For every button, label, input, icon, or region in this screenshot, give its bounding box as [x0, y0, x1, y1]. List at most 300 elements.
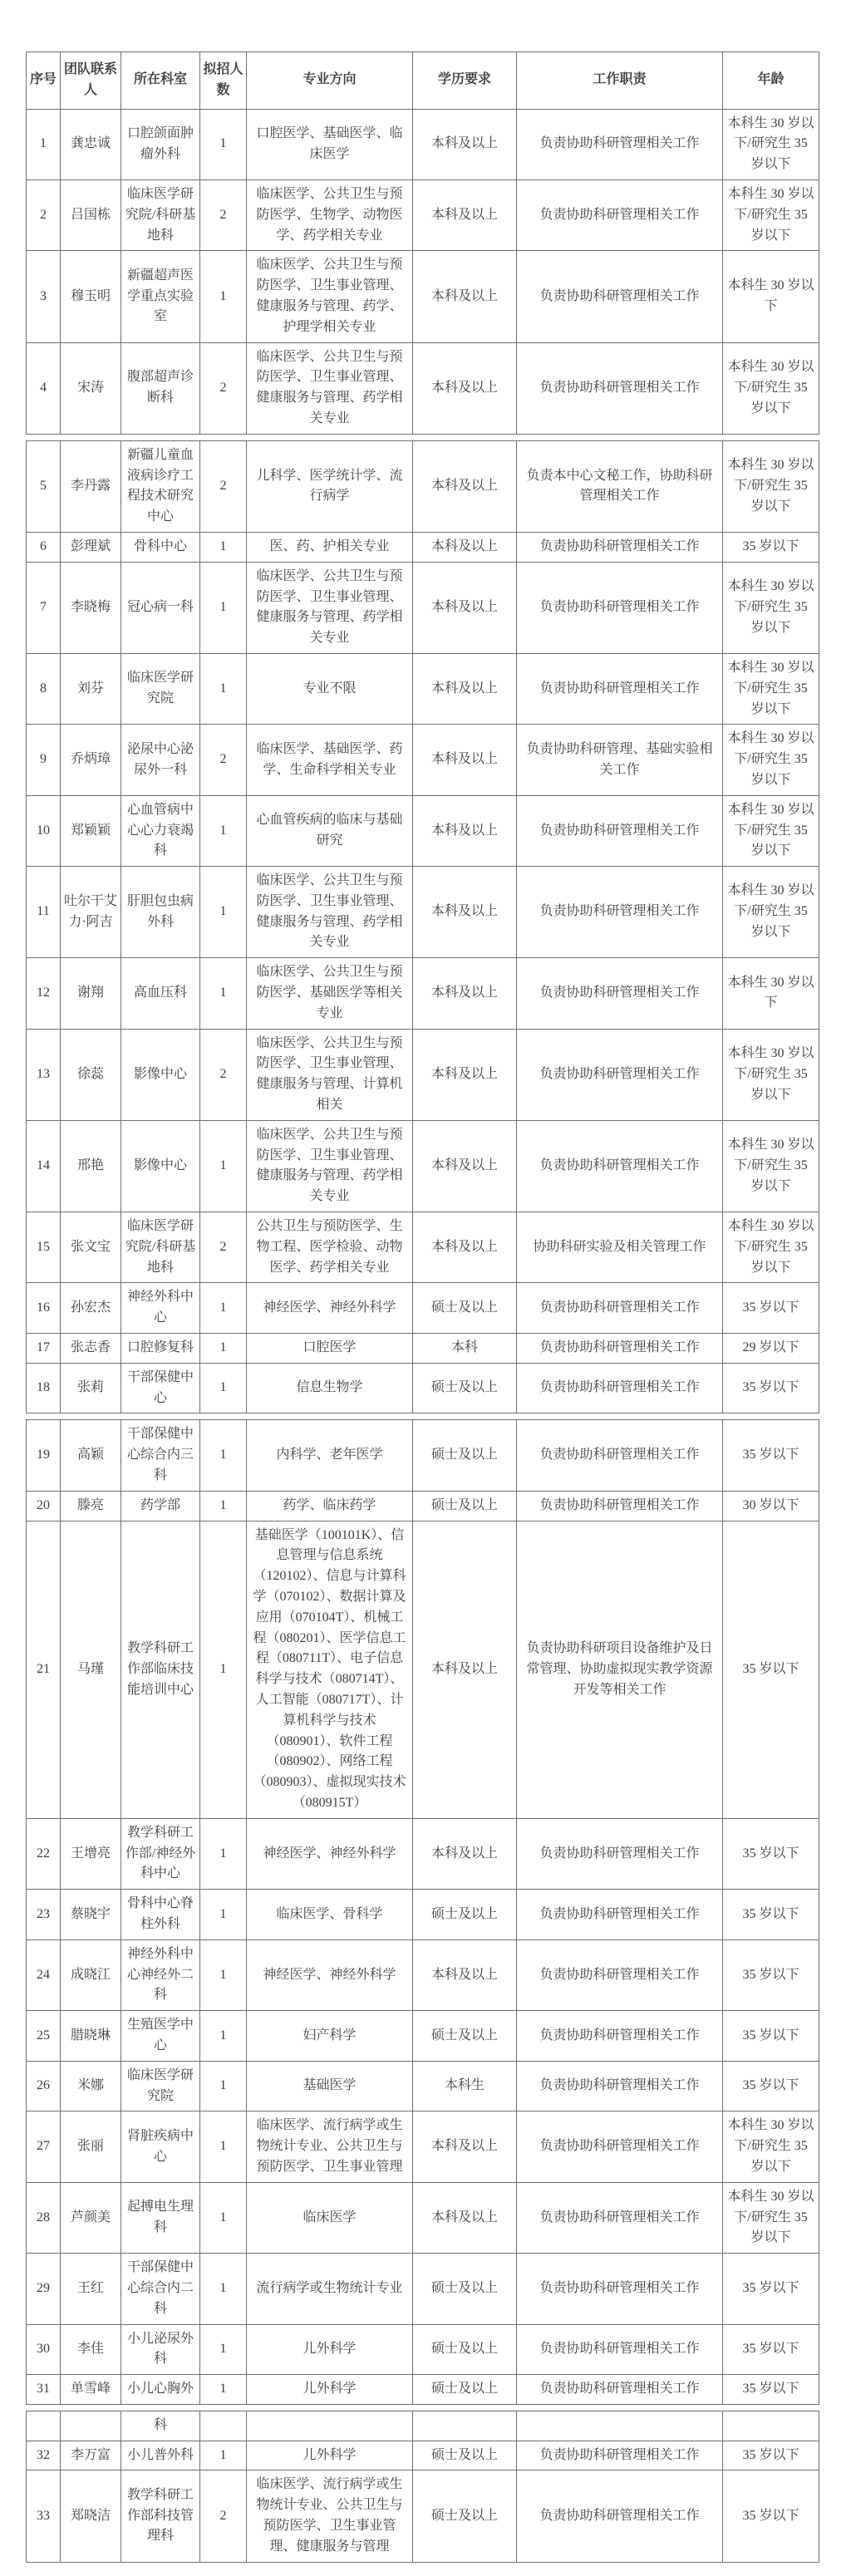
cell-count: 1 — [200, 109, 247, 179]
table-row-11 — [27, 867, 819, 958]
cell-no: 22 — [27, 1818, 61, 1889]
cell-no: 4 — [27, 342, 61, 434]
cell-duty: 负责协助科研管理相关工作 — [517, 2441, 723, 2470]
cell-degree: 硕士及以上 — [413, 2375, 517, 2405]
cell-duty: 负责协助科研管理相关工作 — [517, 1818, 723, 1889]
cell-duty: 负责协助科研管理相关工作 — [517, 2182, 723, 2253]
cell-dept: 肝胆包虫病外科 — [121, 867, 200, 958]
cell-major: 儿外科学 — [247, 2441, 413, 2470]
cell-contact: 邢艳 — [61, 1120, 121, 1212]
cell-no: 6 — [27, 532, 61, 562]
table-row-22 — [27, 1818, 819, 1889]
cell-duty: 负责协助科研管理相关工作 — [517, 1363, 723, 1413]
table-row-17 — [27, 1334, 819, 1364]
cell-dept: 生殖医学中心 — [121, 2011, 200, 2062]
cell-contact: 李晓梅 — [61, 562, 121, 653]
cell-contact: 王红 — [61, 2254, 121, 2324]
table-row-16 — [27, 1283, 819, 1334]
cell-major: 基础医学 — [247, 2061, 413, 2111]
cell-contact: 李丹露 — [61, 440, 121, 532]
cell-major: 临床医学、流行病学或生物统计专业、公共卫生与预防医学、卫生事业管理、健康服务与管理 — [247, 2470, 413, 2562]
table-row-18 — [27, 1363, 819, 1413]
cell-count: 1 — [200, 562, 247, 653]
cell-dept: 口腔修复科 — [121, 1334, 200, 1364]
cell-no: 28 — [27, 2182, 61, 2253]
cell-degree: 本科及以上 — [413, 1120, 517, 1212]
cell-major: 临床医学、基础医学、药学、生命科学相关专业 — [247, 725, 413, 795]
cell-contact: 腊晓琳 — [61, 2011, 121, 2062]
cell-degree: 硕士及以上 — [413, 2470, 517, 2562]
cell-degree: 硕士及以上 — [413, 1491, 517, 1521]
cell-no: 19 — [27, 1420, 61, 1491]
cell-contact: 龚忠诚 — [61, 109, 121, 179]
cell-contact: 芦颜美 — [61, 2182, 121, 2253]
cell-degree: 本科及以上 — [413, 251, 517, 342]
cell-dept: 冠心病一科 — [121, 562, 200, 653]
table-row-24 — [27, 1939, 819, 2010]
cell-no: 15 — [27, 1212, 61, 1283]
cell-count: 1 — [200, 1818, 247, 1889]
cell-major: 临床医学、公共卫生与预防医学、基础医学等相关专业 — [247, 958, 413, 1029]
table-row-27 — [27, 2111, 819, 2182]
cell-age: 35 岁以下 — [723, 2441, 819, 2470]
cell-contact: 彭理斌 — [61, 532, 121, 562]
cell-degree: 硕士及以上 — [413, 2254, 517, 2324]
cell-duty: 负责协助科研管理相关工作 — [517, 1029, 723, 1120]
cell-age: 35 岁以下 — [723, 532, 819, 562]
cell-dept: 药学部 — [121, 1491, 200, 1521]
cell-duty: 负责协助科研管理相关工作 — [517, 795, 723, 866]
table-row-20 — [27, 1491, 819, 1521]
cell-duty: 负责协助科研管理相关工作 — [517, 2061, 723, 2111]
cell-duty: 负责协助科研管理相关工作 — [517, 958, 723, 1029]
column-header-contact: 团队联系人 — [61, 52, 121, 110]
cell-dept: 心血管病中心心力衰竭科 — [121, 795, 200, 866]
cell-no: 3 — [27, 251, 61, 342]
cell-duty: 负责协助科研管理相关工作 — [517, 1890, 723, 1940]
recruitment-table-pages — [26, 52, 851, 2563]
cell-count: 1 — [200, 867, 247, 958]
cell-contact: 高颖 — [61, 1420, 121, 1491]
cell-major: 专业不限 — [247, 653, 413, 724]
cell-count: 1 — [200, 1521, 247, 1818]
cell-no: 16 — [27, 1283, 61, 1334]
cell-duty: 协助科研实验及相关管理工作 — [517, 1212, 723, 1283]
cell-degree: 硕士及以上 — [413, 1363, 517, 1413]
cell-major: 基础医学（100101K）、信息管理与信息系统（120102）、信息与计算科学（070102）、数据计算及应用（070104T）、机械工程（080201）、医学信息工程（080711T）、电子信息科学与技术（080714T）、人工智能（080717T）、计算机科学与技术（080901）、软件工程（080902）、网络工程（080903）、虚拟现实技术（080915T） — [247, 1521, 413, 1818]
cell-dept: 科 — [121, 2411, 200, 2441]
cell-no: 5 — [27, 440, 61, 532]
cell-age: 本科生 30 岁以下/研究生 35 岁以下 — [723, 440, 819, 532]
cell-no: 17 — [27, 1334, 61, 1364]
cell-duty: 负责协助科研项目设备维护及日常管理、协助虚拟现实教学资源开发等相关工作 — [517, 1521, 723, 1818]
cell-degree: 本科及以上 — [413, 1939, 517, 2010]
cell-count: 1 — [200, 1420, 247, 1491]
cell-age: 本科生 30 岁以下/研究生 35 岁以下 — [723, 562, 819, 653]
cell-contact: 李佳 — [61, 2324, 121, 2375]
cell-dept: 影像中心 — [121, 1029, 200, 1120]
cell-duty: 负责协助科研管理相关工作 — [517, 1283, 723, 1334]
cell-duty: 负责协助科研管理相关工作 — [517, 2011, 723, 2062]
cell-age: 本科生 30 岁以下/研究生 35 岁以下 — [723, 1212, 819, 1283]
page-break-gap — [26, 2405, 851, 2411]
cell-dept: 高血压科 — [121, 958, 200, 1029]
cell-major: 临床医学 — [247, 2182, 413, 2253]
cell-count: 1 — [200, 2061, 247, 2111]
cell-age: 35 岁以下 — [723, 1939, 819, 2010]
cell-dept: 干部保健中心综合内二科 — [121, 2254, 200, 2324]
cell-count: 1 — [200, 958, 247, 1029]
cell-duty: 负责协助科研管理相关工作 — [517, 532, 723, 562]
cell-count: 2 — [200, 1212, 247, 1283]
cell-degree: 本科及以上 — [413, 1212, 517, 1283]
cell-dept: 临床医学研究院/科研基地科 — [121, 1212, 200, 1283]
cell-duty: 负责协助科研管理相关工作 — [517, 1491, 723, 1521]
cell-duty: 负责协助科研管理相关工作 — [517, 109, 723, 179]
table-row-33 — [27, 2470, 819, 2562]
cell-dept: 影像中心 — [121, 1120, 200, 1212]
cell-contact: 马瑾 — [61, 1521, 121, 1818]
cell-duty: 负责本中心文秘工作，协助科研管理相关工作 — [517, 440, 723, 532]
cell-no: 23 — [27, 1890, 61, 1940]
cell-duty: 负责协助科研管理、基础实验相关工作 — [517, 725, 723, 795]
cell-age: 35 岁以下 — [723, 1890, 819, 1940]
table-row-30 — [27, 2324, 819, 2375]
cell-major — [247, 2411, 413, 2441]
table-row-4 — [27, 342, 819, 434]
cell-degree — [413, 2411, 517, 2441]
cell-dept: 起搏电生理科 — [121, 2182, 200, 2253]
cell-major: 心血管疾病的临床与基础研究 — [247, 795, 413, 866]
cell-age: 35 岁以下 — [723, 2324, 819, 2375]
cell-count: 1 — [200, 1283, 247, 1334]
cell-no: 7 — [27, 562, 61, 653]
header-row — [27, 52, 819, 110]
table-row-31 — [27, 2375, 819, 2405]
cell-major: 公共卫生与预防医学、生物工程、医学检验、动物医学、药学相关专业 — [247, 1212, 413, 1283]
cell-dept: 神经外科中心神经外二科 — [121, 1939, 200, 2010]
cell-contact: 蔡晓宇 — [61, 1890, 121, 1940]
cell-count: 1 — [200, 2441, 247, 2470]
cell-count: 2 — [200, 1029, 247, 1120]
cell-degree: 本科及以上 — [413, 867, 517, 958]
cell-count: 1 — [200, 2111, 247, 2182]
cell-major: 临床医学、公共卫生与预防医学、卫生事业管理、健康服务与管理、药学相关专业 — [247, 867, 413, 958]
cell-age: 本科生 30 岁以下/研究生 35 岁以下 — [723, 109, 819, 179]
cell-no: 26 — [27, 2061, 61, 2111]
cell-age: 本科生 30 岁以下/研究生 35 岁以下 — [723, 795, 819, 866]
cell-degree: 本科及以上 — [413, 1029, 517, 1120]
table-row-19 — [27, 1420, 819, 1491]
column-header-degree: 学历要求 — [413, 52, 517, 110]
cell-duty — [517, 2411, 723, 2441]
table-row-10 — [27, 795, 819, 866]
cell-age: 本科生 30 岁以下/研究生 35 岁以下 — [723, 1120, 819, 1212]
column-header-duty: 工作职责 — [517, 52, 723, 110]
cell-contact: 米娜 — [61, 2061, 121, 2111]
cell-age: 35 岁以下 — [723, 1363, 819, 1413]
cell-degree: 本科及以上 — [413, 562, 517, 653]
table-row-7 — [27, 562, 819, 653]
cell-no: 11 — [27, 867, 61, 958]
cell-degree: 本科及以上 — [413, 958, 517, 1029]
cell-degree: 本科及以上 — [413, 109, 517, 179]
cell-dept: 口腔颌面肿瘤外科 — [121, 109, 200, 179]
cell-contact: 宋涛 — [61, 342, 121, 434]
cell-dept: 小儿泌尿外科 — [121, 2324, 200, 2375]
cell-contact: 谢翔 — [61, 958, 121, 1029]
table-row-3 — [27, 251, 819, 342]
table-row-29 — [27, 2254, 819, 2324]
cell-contact: 张莉 — [61, 1363, 121, 1413]
cell-duty: 负责协助科研管理相关工作 — [517, 1120, 723, 1212]
table-row-5 — [27, 440, 819, 532]
cell-major: 神经医学、神经外科学 — [247, 1939, 413, 2010]
cell-duty: 负责协助科研管理相关工作 — [517, 653, 723, 724]
cell-no: 12 — [27, 958, 61, 1029]
cell-major: 临床医学、骨科学 — [247, 1890, 413, 1940]
cell-no: 2 — [27, 179, 61, 250]
cell-no: 32 — [27, 2441, 61, 2470]
cell-duty: 负责协助科研管理相关工作 — [517, 2375, 723, 2405]
cell-age: 35 岁以下 — [723, 1521, 819, 1818]
cell-age: 本科生 30 岁以下/研究生 35 岁以下 — [723, 1029, 819, 1120]
cell-degree: 本科及以上 — [413, 342, 517, 434]
cell-age: 本科生 30 岁以下/研究生 35 岁以下 — [723, 867, 819, 958]
cell-count: 2 — [200, 179, 247, 250]
cell-age: 本科生 30 岁以下/研究生 35 岁以下 — [723, 179, 819, 250]
column-header-no: 序号 — [27, 52, 61, 110]
cell-dept: 肾脏疾病中心 — [121, 2111, 200, 2182]
cell-dept: 干部保健中心综合内三科 — [121, 1420, 200, 1491]
cell-major: 临床医学、公共卫生与预防医学、卫生事业管理、健康服务与管理、药学相关专业 — [247, 1120, 413, 1212]
table-row-8 — [27, 653, 819, 724]
cell-no: 8 — [27, 653, 61, 724]
cell-no: 20 — [27, 1491, 61, 1521]
cell-age: 35 岁以下 — [723, 2011, 819, 2062]
cell-count: 2 — [200, 440, 247, 532]
cell-degree: 本科及以上 — [413, 1521, 517, 1818]
recruitment-table-page-1 — [26, 52, 819, 435]
cell-contact: 刘芬 — [61, 653, 121, 724]
cell-dept: 临床医学研究院 — [121, 2061, 200, 2111]
cell-contact: 李万富 — [61, 2441, 121, 2470]
cell-contact: 吐尔干艾力·阿吉 — [61, 867, 121, 958]
cell-major: 流行病学或生物统计专业 — [247, 2254, 413, 2324]
cell-major: 药学、临床药学 — [247, 1491, 413, 1521]
cell-degree: 本科及以上 — [413, 532, 517, 562]
cell-degree: 硕士及以上 — [413, 1283, 517, 1334]
cell-age: 本科生 30 岁以下/研究生 35 岁以下 — [723, 2182, 819, 2253]
cell-contact: 吕国栋 — [61, 179, 121, 250]
table-row-23 — [27, 1890, 819, 1940]
cell-dept: 教学科研工作部科技管理科 — [121, 2470, 200, 2562]
cell-degree: 硕士及以上 — [413, 2441, 517, 2470]
cell-count: 1 — [200, 1939, 247, 2010]
cell-dept: 新疆儿童血液病诊疗工程技术研究中心 — [121, 440, 200, 532]
cell-contact: 张文宝 — [61, 1212, 121, 1283]
cell-contact: 郑颖颖 — [61, 795, 121, 866]
cell-count: 1 — [200, 2324, 247, 2375]
cell-count: 1 — [200, 2375, 247, 2405]
cell-duty: 负责协助科研管理相关工作 — [517, 251, 723, 342]
cell-dept: 临床医学研究院 — [121, 653, 200, 724]
cell-major: 儿科学、医学统计学、流行病学 — [247, 440, 413, 532]
cell-duty: 负责协助科研管理相关工作 — [517, 2254, 723, 2324]
cell-age: 35 岁以下 — [723, 1283, 819, 1334]
cell-contact: 单雪峰 — [61, 2375, 121, 2405]
cell-count — [200, 2411, 247, 2441]
cell-count: 1 — [200, 1334, 247, 1364]
cell-major: 临床医学、公共卫生与预防医学、卫生事业管理、健康服务与管理、药学相关专业 — [247, 562, 413, 653]
cell-contact: 成晓江 — [61, 1939, 121, 2010]
cell-major: 儿外科学 — [247, 2324, 413, 2375]
cell-duty: 负责协助科研管理相关工作 — [517, 2470, 723, 2562]
cell-major: 口腔医学 — [247, 1334, 413, 1364]
cell-degree: 本科及以上 — [413, 2111, 517, 2182]
cell-major: 临床医学、公共卫生与预防医学、卫生事业管理、健康服务与管理、计算机相关 — [247, 1029, 413, 1120]
cell-duty: 负责协助科研管理相关工作 — [517, 2324, 723, 2375]
cell-no: 29 — [27, 2254, 61, 2324]
cell-duty: 负责协助科研管理相关工作 — [517, 1939, 723, 2010]
cell-contact: 王增亮 — [61, 1818, 121, 1889]
cell-count: 2 — [200, 725, 247, 795]
cell-count: 2 — [200, 2470, 247, 2562]
cell-duty: 负责协助科研管理相关工作 — [517, 1420, 723, 1491]
table-row-26 — [27, 2061, 819, 2111]
cell-dept: 神经外科中心 — [121, 1283, 200, 1334]
cell-degree: 本科 — [413, 1334, 517, 1364]
cell-no: 30 — [27, 2324, 61, 2375]
cell-dept: 腹部超声诊断科 — [121, 342, 200, 434]
cell-major: 信息生物学 — [247, 1363, 413, 1413]
cell-contact: 张志香 — [61, 1334, 121, 1364]
cell-degree: 本科及以上 — [413, 179, 517, 250]
table-row-21 — [27, 1521, 819, 1818]
cell-duty: 负责协助科研管理相关工作 — [517, 342, 723, 434]
cell-duty: 负责协助科研管理相关工作 — [517, 179, 723, 250]
cell-duty: 负责协助科研管理相关工作 — [517, 867, 723, 958]
table-row-14 — [27, 1120, 819, 1212]
table-row-continuation — [27, 2411, 819, 2441]
table-row-1 — [27, 109, 819, 179]
cell-count: 1 — [200, 532, 247, 562]
recruitment-table-page-4 — [26, 2411, 819, 2563]
cell-age: 本科生 30 岁以下 — [723, 251, 819, 342]
cell-degree: 本科及以上 — [413, 725, 517, 795]
table-row-13 — [27, 1029, 819, 1120]
cell-count: 1 — [200, 653, 247, 724]
cell-major: 临床医学、公共卫生与预防医学、卫生事业管理、健康服务与管理、药学相关专业 — [247, 342, 413, 434]
cell-dept: 临床医学研究院/科研基地科 — [121, 179, 200, 250]
cell-degree: 本科及以上 — [413, 440, 517, 532]
recruitment-table-page-3 — [26, 1419, 819, 2404]
cell-no: 24 — [27, 1939, 61, 2010]
cell-age: 35 岁以下 — [723, 2061, 819, 2111]
table-row-25 — [27, 2011, 819, 2062]
table-row-2 — [27, 179, 819, 250]
cell-count: 2 — [200, 342, 247, 434]
cell-count: 1 — [200, 2254, 247, 2324]
cell-dept: 干部保健中心 — [121, 1363, 200, 1413]
table-row-6 — [27, 532, 819, 562]
cell-degree: 本科及以上 — [413, 1818, 517, 1889]
cell-duty: 负责协助科研管理相关工作 — [517, 1334, 723, 1364]
cell-no: 18 — [27, 1363, 61, 1413]
cell-age: 30 岁以下 — [723, 1491, 819, 1521]
cell-degree: 本科生 — [413, 2061, 517, 2111]
cell-age: 35 岁以下 — [723, 2375, 819, 2405]
cell-degree: 本科及以上 — [413, 2182, 517, 2253]
cell-contact: 穆玉明 — [61, 251, 121, 342]
cell-dept: 教学科研工作部临床技能培训中心 — [121, 1521, 200, 1818]
cell-count: 1 — [200, 2011, 247, 2062]
cell-major: 内科学、老年医学 — [247, 1420, 413, 1491]
column-header-count: 拟招人数 — [200, 52, 247, 110]
cell-count: 1 — [200, 251, 247, 342]
table-row-12 — [27, 958, 819, 1029]
cell-no: 9 — [27, 725, 61, 795]
cell-dept: 泌尿中心泌尿外一科 — [121, 725, 200, 795]
cell-count: 1 — [200, 1363, 247, 1413]
cell-degree: 硕士及以上 — [413, 1420, 517, 1491]
column-header-age: 年龄 — [723, 52, 819, 110]
cell-age: 29 岁以下 — [723, 1334, 819, 1364]
cell-major: 临床医学、公共卫生与预防医学、卫生事业管理、健康服务与管理、药学、护理学相关专业 — [247, 251, 413, 342]
cell-contact: 滕亮 — [61, 1491, 121, 1521]
recruitment-table-page-2 — [26, 440, 819, 1414]
table-row-15 — [27, 1212, 819, 1283]
table-row-28 — [27, 2182, 819, 2253]
cell-contact: 张丽 — [61, 2111, 121, 2182]
cell-contact — [61, 2411, 121, 2441]
cell-age: 35 岁以下 — [723, 2254, 819, 2324]
cell-degree: 本科及以上 — [413, 653, 517, 724]
cell-duty: 负责协助科研管理相关工作 — [517, 2111, 723, 2182]
cell-age: 本科生 30 岁以下/研究生 35 岁以下 — [723, 653, 819, 724]
cell-major: 神经医学、神经外科学 — [247, 1283, 413, 1334]
cell-count: 1 — [200, 1890, 247, 1940]
cell-count: 1 — [200, 2182, 247, 2253]
cell-no: 21 — [27, 1521, 61, 1818]
cell-age: 35 岁以下 — [723, 1818, 819, 1889]
cell-contact: 徐蕊 — [61, 1029, 121, 1120]
cell-dept: 小儿普外科 — [121, 2441, 200, 2470]
cell-no: 25 — [27, 2011, 61, 2062]
cell-count: 1 — [200, 1120, 247, 1212]
cell-no: 1 — [27, 109, 61, 179]
cell-no: 14 — [27, 1120, 61, 1212]
cell-degree: 硕士及以上 — [413, 2011, 517, 2062]
cell-no: 13 — [27, 1029, 61, 1120]
page-break-gap — [26, 435, 851, 440]
cell-dept: 教学科研工作部/神经外科中心 — [121, 1818, 200, 1889]
cell-age — [723, 2411, 819, 2441]
table-row-32 — [27, 2441, 819, 2470]
cell-age: 本科生 30 岁以下/研究生 35 岁以下 — [723, 342, 819, 434]
cell-degree: 硕士及以上 — [413, 1890, 517, 1940]
table-row-9 — [27, 725, 819, 795]
cell-major: 临床医学、流行病学或生物统计专业、公共卫生与预防医学、卫生事业管理 — [247, 2111, 413, 2182]
cell-no — [27, 2411, 61, 2441]
cell-age: 35 岁以下 — [723, 1420, 819, 1491]
cell-age: 本科生 30 岁以下/研究生 35 岁以下 — [723, 2111, 819, 2182]
cell-dept: 新疆超声医学重点实验室 — [121, 251, 200, 342]
column-header-major: 专业方向 — [247, 52, 413, 110]
cell-no: 33 — [27, 2470, 61, 2562]
cell-degree: 本科及以上 — [413, 795, 517, 866]
cell-major: 口腔医学、基础医学、临床医学 — [247, 109, 413, 179]
